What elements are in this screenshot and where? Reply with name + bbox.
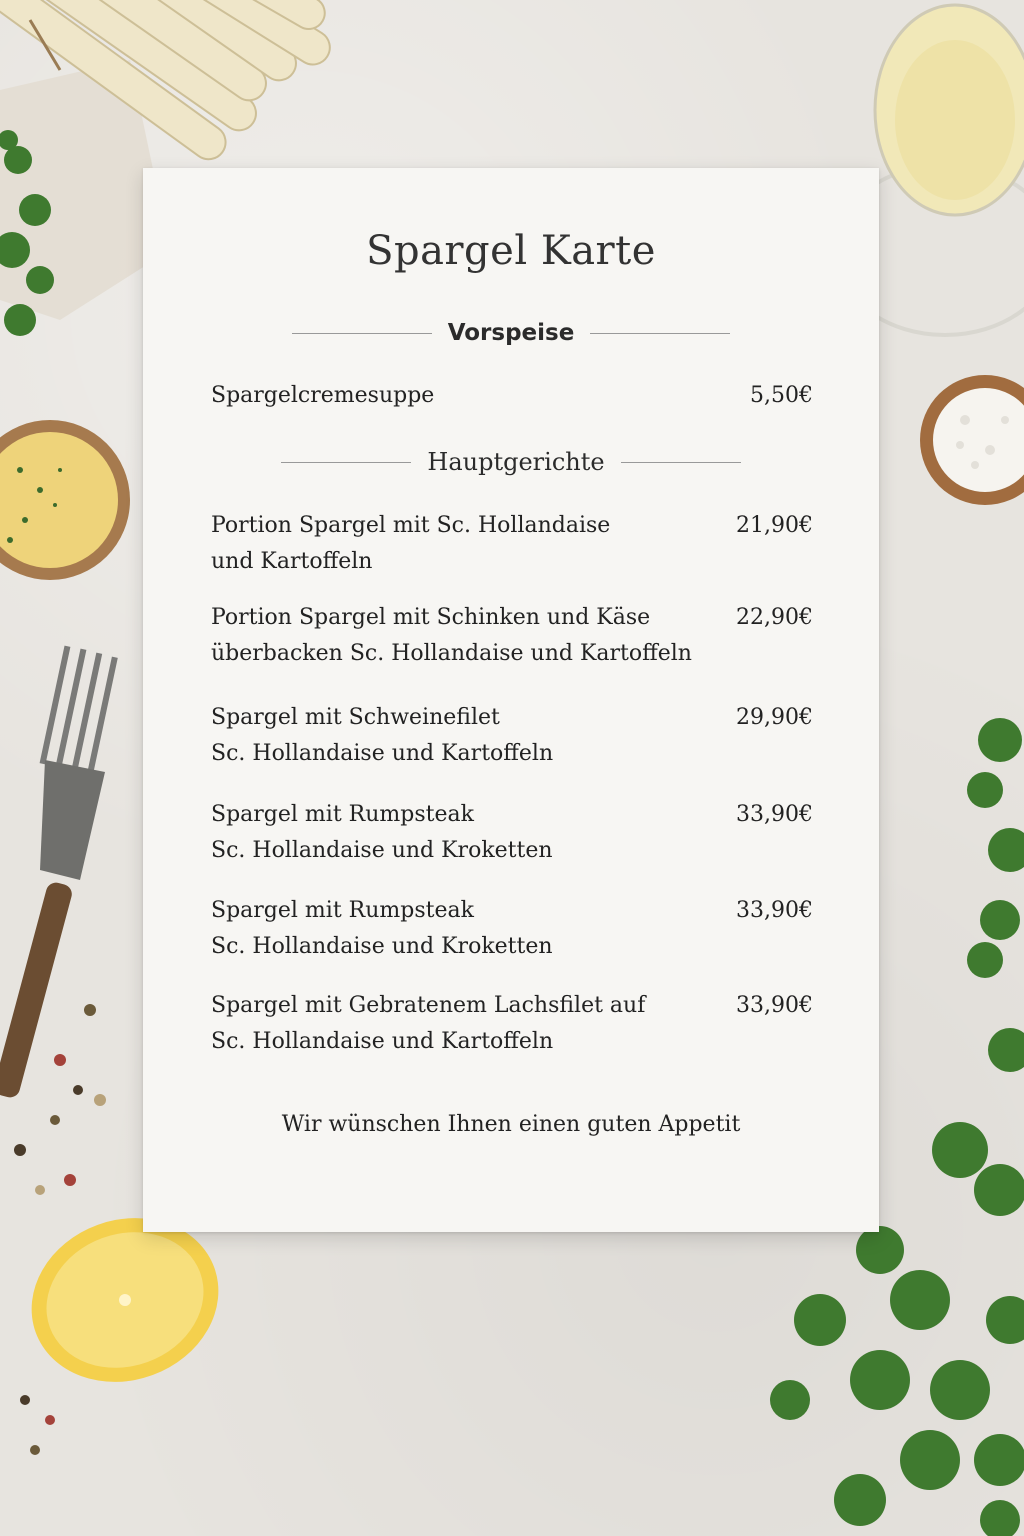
dish-price: 33,90€ [736, 898, 813, 923]
closing-message: Wir wünschen Ihnen einen guten Appetit [281, 1112, 741, 1137]
dish-price: 5,50€ [750, 383, 813, 408]
menu-item-main [211, 797, 813, 869]
section-heading-vorspeise [143, 320, 879, 346]
menu-item-main [211, 700, 813, 772]
dish-price: 33,90€ [736, 993, 813, 1018]
menu-item-main [211, 988, 813, 1060]
dish-name: Portion Spargel mit Sc. Hollandaise und Kartoffeln [211, 513, 611, 574]
salt-bowl-icon [920, 375, 1024, 505]
section-label: Hauptgerichte [427, 448, 605, 476]
dish-name: Spargel mit Rumpsteak Sc. Hollandaise und Kroketten [211, 802, 553, 863]
menu-item-main [211, 508, 813, 580]
dish-price: 21,90€ [736, 513, 813, 538]
menu-title: Spargel Karte [366, 228, 656, 274]
fork-icon [0, 646, 118, 1100]
section-heading-hauptgerichte [143, 448, 879, 476]
menu-item-main [211, 893, 813, 965]
dish-name: Spargel mit Rumpsteak Sc. Hollandaise und Kroketten [211, 898, 553, 959]
hollandaise-bowl-icon [0, 420, 130, 580]
divider-line [281, 462, 411, 463]
divider-line [621, 462, 741, 463]
menu-card [143, 168, 879, 1232]
dish-price: 33,90€ [736, 802, 813, 827]
menu-item-main [211, 600, 813, 672]
dish-name: Spargel mit Gebratenem Lachsfilet auf Sc. Hollandaise und Kartoffeln [211, 993, 646, 1054]
section-label: Vorspeise [447, 320, 575, 346]
dish-price: 29,90€ [736, 705, 813, 730]
dish-name: Spargel mit Schweinefilet Sc. Hollandaise und Kartoffeln [211, 705, 554, 766]
dish-name: Spargelcremesuppe [211, 383, 435, 408]
divider-line [590, 333, 730, 334]
menu-item-starter [211, 378, 813, 414]
dish-name: Portion Spargel mit Schinken und Käse überbacken Sc. Hollandaise und Kartoffeln [211, 605, 692, 666]
dish-price: 22,90€ [736, 605, 813, 630]
divider-line [292, 333, 432, 334]
